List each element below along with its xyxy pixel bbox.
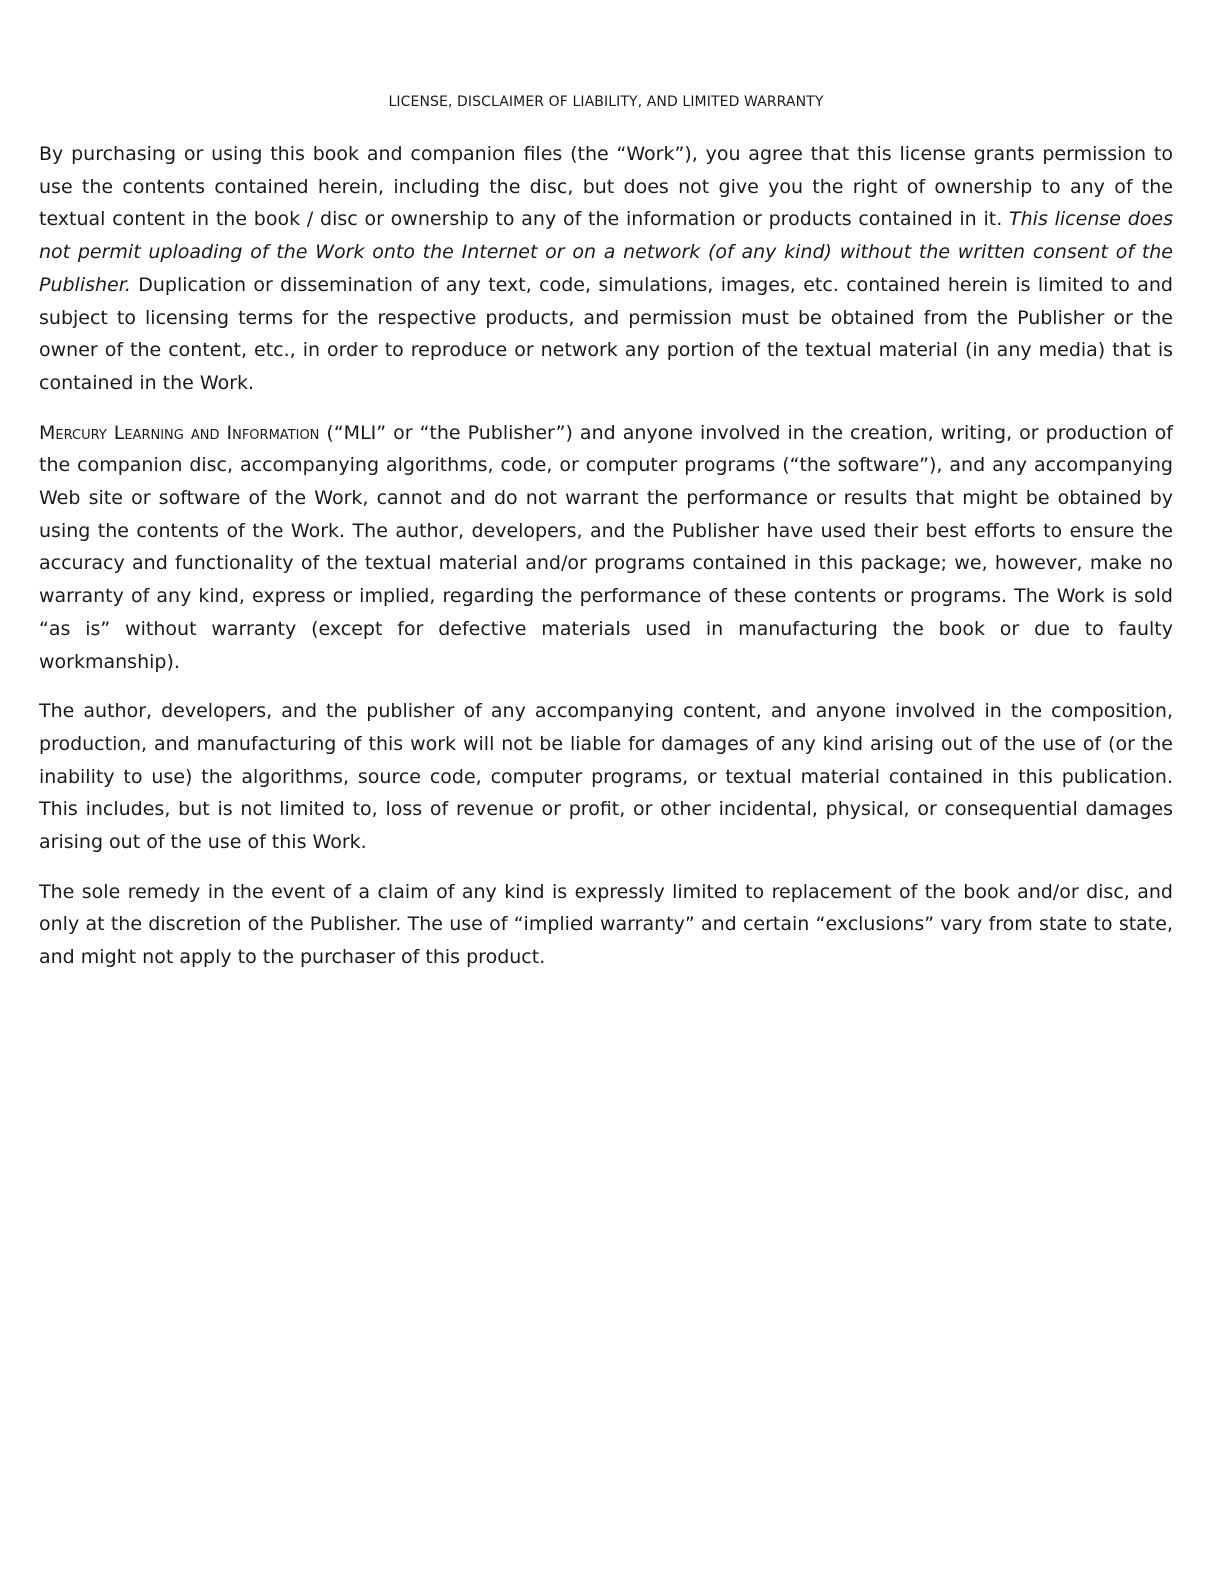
- license-page: [39, 92, 1173, 991]
- page-title: LICENSE, DISCLAIMER OF LIABILITY, AND LIMITED WARRANTY: [388, 94, 824, 110]
- paragraph-remedy: The sole remedy in the event of a claim of any kind is expressly limited to replacement of the book and/or disc, and only at the discretion of the Publisher. The use of “implied warranty” and certain “exclusions” vary from state to state, and might not apply to the purchaser of this product.: [39, 880, 1173, 969]
- italic-notice: This license does not permit uploading of the Work onto the Internet or on a network (of any kind) without the written consent of the Publisher.: [39, 208, 1173, 296]
- paragraph-license-grant: [39, 138, 1173, 400]
- paragraph-text: Duplication or dissemination of any text, code, simulations, images, etc. contained herein is limited to and subject to licensing terms for the respective products, and permission must be obtained from the Publisher or the owner of the content, etc., in order to reproduce or network any portion of the textual material (in any media) that is contained in the Work.: [39, 273, 1173, 394]
- paragraph-text: (“MLI” or “the Publisher”) and anyone involved in the creation, writing, or production of the companion disc, accompanying algorithms, code, or computer programs (“the software”), and any accompanying Web site or software of the Work, cannot and do not warrant the performance or results that might be obtained by using the contents of the Work. The author, developers, and the Publisher have used their best efforts to ensure the accuracy and functionality of the textual material and/or programs contained in this package; we, however, make no warranty of any kind, express or implied, regarding the performance of these contents or programs. The Work is sold “as is” without warranty (except for defective materials used in manufacturing the book or due to faulty workmanship).: [39, 421, 1173, 673]
- paragraph-text: By purchasing or using this book and companion files (the “Work”), you agree that this license grants permission to use the contents contained herein, including the disc, but does not give you the right of ownership to any of the textual content in the book / disc or ownership to any of the information or products contained in it.: [39, 143, 1173, 231]
- paragraph-liability: The author, developers, and the publisher of any accompanying content, and anyone involved in the composition, production, and manufacturing of this work will not be liable for damages of any kind arising out of the use of (or the inability to use) the algorithms, source code, computer programs, or textual material contained in this publication. This includes, but is not limited to, loss of revenue or profit, or other incidental, physical, or consequential damages arising out of the use of this Work.: [39, 700, 1173, 854]
- publisher-name: Mercury Learning and Information: [39, 421, 320, 444]
- paragraph-disclaimer: [39, 417, 1173, 679]
